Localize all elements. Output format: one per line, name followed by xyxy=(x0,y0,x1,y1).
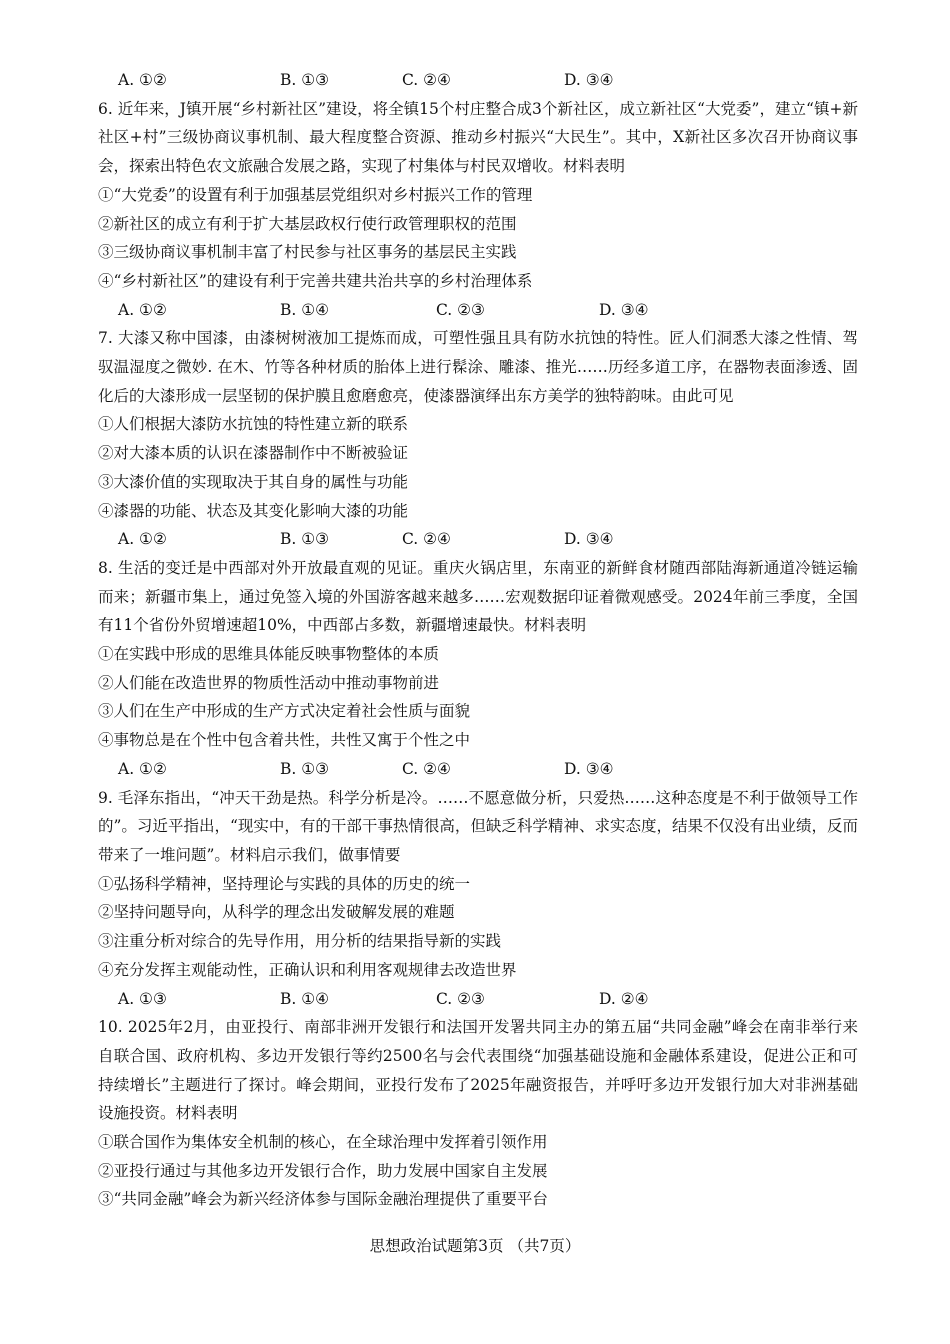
option-a: A. ①② xyxy=(118,71,167,89)
question-stem: 7. 大漆又称中国漆，由漆树树液加工提炼而成，可塑性强且具有防水抗蚀的特性。匠人们洞悉大漆之性情、驾驭温湿度之微妙. 在木、竹等各种材质的胎体上进行髹涂、雕漆、推光……历经多道工序，在器物表面渗透、固化后的大漆形成一层坚韧的保护膜且愈磨愈亮，使漆器演绎出东方美学的独特韵味。由此可见 xyxy=(98,329,858,405)
statement-3: ③三级协商议事机制丰富了村民参与社区事务的基层民主实践 xyxy=(98,243,517,262)
question-6 xyxy=(98,95,858,325)
statement-1: ①在实践中形成的思维具体能反映事物整体的本质 xyxy=(98,645,440,664)
question-stem: 10. 2025年2月，由亚投行、南部非洲开发银行和法国开发署共同主办的第五届“共同金融”峰会在南非举行来自联合国、政府机构、多边开发银行等约2500名与会代表围绕“加强基础设施和金融体系建设，促进公正和可持续增长”主题进行了探讨。峰会期间，亚投行发布了2025年融资报告，并呼吁多边开发银行加大对非洲基础设施投资。材料表明 xyxy=(98,1018,858,1123)
statement-3: ③人们在生产中形成的生产方式决定着社会性质与面貌 xyxy=(98,702,471,721)
question-stem: 8. 生活的变迁是中西部对外开放最直观的见证。重庆火锅店里，东南亚的新鲜食材随西部陆海新通道冷链运输而来；新疆市集上，通过免签入境的外国游客越来越多……宏观数据印证着微观感受。2024年前三季度，全国有11个省份外贸增速超10%，中西部占多数，新疆增速最快。材料表明 xyxy=(98,558,858,635)
question-stem: 9. 毛泽东指出，“冲天干劲是热。科学分析是冷。……不愿意做分析，只爱热……这种态度是不利于做领导工作的”。习近平指出，“现实中，有的干部干事热情很高，但缺乏科学精神、求实态度，结果不仅没有出业绩，反而带来了一堆问题”。材料启示我们，做事情要 xyxy=(98,788,858,864)
option-c: C. ②④ xyxy=(402,530,451,549)
statement-4: ④漆器的功能、状态及其变化影响大漆的功能 xyxy=(98,501,409,520)
page-footer: 思想政治试题第3页 （共7页） xyxy=(369,1237,581,1255)
option-c: C. ②③ xyxy=(436,300,485,319)
question-10 xyxy=(98,1013,858,1214)
option-d: D. ③④ xyxy=(564,71,614,89)
option-b: B. ①③ xyxy=(280,759,330,778)
statement-3: ③“共同金融”峰会为新兴经济体参与国际金融治理提供了重要平台 xyxy=(98,1190,548,1209)
statement-4: ④事物总是在个性中包含着共性，共性又寓于个性之中 xyxy=(98,731,471,750)
option-c: C. ②④ xyxy=(402,759,451,778)
option-d: D. ③④ xyxy=(564,530,614,549)
statement-2: ②人们能在改造世界的物质性活动中推动事物前进 xyxy=(98,673,440,692)
statement-1: ①人们根据大漆防水抗蚀的特性建立新的联系 xyxy=(98,415,409,434)
statement-4: ④“乡村新社区”的建设有利于完善共建共治共享的乡村治理体系 xyxy=(98,271,533,290)
statement-4: ④充分发挥主观能动性，正确认识和利用客观规律去改造世界 xyxy=(98,960,517,979)
statement-3: ③大漆价值的实现取决于其自身的属性与功能 xyxy=(98,472,409,491)
option-a: A. ①② xyxy=(118,759,167,778)
q8-options xyxy=(98,755,858,784)
option-d: D. ③④ xyxy=(564,759,614,778)
option-a: A. ①② xyxy=(118,300,167,319)
option-b: B. ①③ xyxy=(280,71,330,89)
statement-1: ①“大党委”的设置有利于加强基层党组织对乡村振兴工作的管理 xyxy=(98,185,533,204)
statement-1: ①弘扬科学精神，坚持理论与实践的具体的历史的统一 xyxy=(98,874,471,893)
statement-2: ②亚投行通过与其他多边开发银行合作，助力发展中国家自主发展 xyxy=(98,1161,548,1180)
option-b: B. ①④ xyxy=(280,989,330,1008)
q7-options xyxy=(98,525,858,554)
option-b: B. ①③ xyxy=(280,530,330,549)
option-c: C. ②③ xyxy=(436,989,485,1008)
question-8 xyxy=(98,554,858,784)
option-d: D. ③④ xyxy=(599,300,649,319)
statement-2: ②坚持问题导向，从科学的理念出发破解发展的难题 xyxy=(98,903,455,922)
option-c: C. ②④ xyxy=(402,71,451,89)
statement-3: ③注重分析对综合的先导作用，用分析的结果指导新的实践 xyxy=(98,932,502,951)
q9-options xyxy=(98,985,858,1014)
question-7 xyxy=(98,324,858,554)
exam-page-body xyxy=(98,66,858,1214)
statement-2: ②对大漆本质的认识在漆器制作中不断被验证 xyxy=(98,444,409,463)
question-stem: 6. 近年来，J镇开展“乡村新社区”建设，将全镇15个村庄整合成3个新社区，成立新社区“大党委”，建立“镇+新社区+村”三级协商议事机制、最大程度整合资源、推动乡村振兴“大民生”。其中，X新社区多次召开协商议事会，探索出特色农文旅融合发展之路，实现了村集体与村民双增收。材料表明 xyxy=(98,99,858,176)
q5-options xyxy=(98,66,858,95)
option-b: B. ①④ xyxy=(280,300,330,319)
statement-1: ①联合国作为集体安全机制的核心，在全球治理中发挥着引领作用 xyxy=(98,1133,548,1152)
option-a: A. ①③ xyxy=(118,989,167,1008)
question-9 xyxy=(98,784,858,1014)
option-d: D. ②④ xyxy=(599,989,649,1008)
option-a: A. ①② xyxy=(118,530,167,549)
statement-2: ②新社区的成立有利于扩大基层政权行使行政管理职权的范围 xyxy=(98,214,517,233)
q6-options xyxy=(98,296,858,325)
